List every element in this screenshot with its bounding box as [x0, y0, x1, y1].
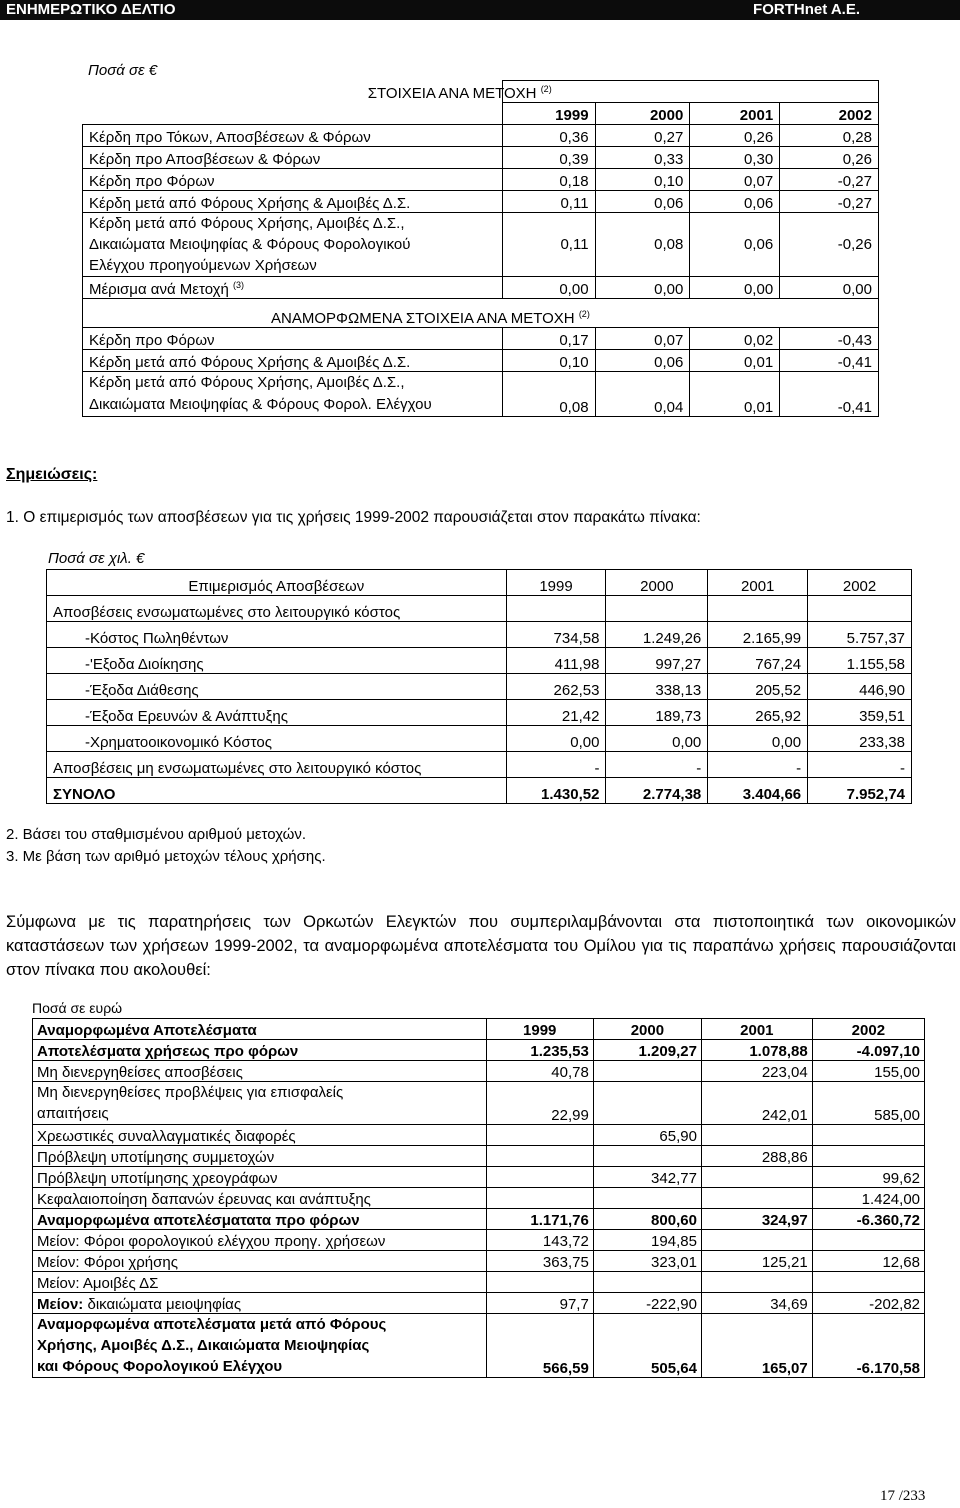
table-row [33, 1209, 925, 1230]
cell: 21,42 [506, 700, 606, 726]
note-1: 1. Ο επιμερισμός των αποσβέσεων για τις χρήσεις 1999-2002 παρουσιάζεται στον παρακάτω πίνακα: [6, 509, 701, 526]
cell: 342,77 [593, 1167, 701, 1188]
cell: 0,27 [595, 125, 690, 147]
header-cell: 1999 [486, 1019, 593, 1040]
row-label: Μείον: Φόροι φορολογικού ελέγχου προηγ. χρήσεων [33, 1230, 487, 1251]
cell: 1.155,58 [808, 648, 912, 674]
row-label: Κέρδη μετά από Φόρους Χρήσης & Αμοιβές Δ.Σ. [83, 350, 503, 372]
cell: 0,06 [595, 191, 690, 213]
cell: 165,07 [701, 1314, 812, 1378]
row-label: Αποσβέσεις μη ενσωματωμένες στο λειτουργικό κόστος [47, 752, 507, 778]
cell: 3.404,66 [708, 778, 808, 804]
cell: 189,73 [606, 700, 708, 726]
cell: 1.249,26 [606, 622, 708, 648]
row-label: Πρόβλεψη υποτίμησης χρεογράφων [33, 1167, 487, 1188]
cell: 194,85 [593, 1230, 701, 1251]
table-row [83, 191, 879, 213]
row-label: -Έξοδα Διάθεσης [47, 674, 507, 700]
cell: -0,41 [780, 372, 879, 417]
cell: 446,90 [808, 674, 912, 700]
cell: 338,13 [606, 674, 708, 700]
table-row [83, 328, 879, 350]
per-share-table [82, 80, 879, 417]
table-row [83, 125, 879, 147]
cell: 0,06 [690, 191, 780, 213]
cell: 0,00 [690, 277, 780, 299]
cell: 1.078,88 [701, 1040, 812, 1061]
cell: 0,07 [595, 328, 690, 350]
cell [486, 1272, 593, 1293]
row-label: Μείον: Φόροι χρήσης [33, 1251, 487, 1272]
cell [812, 1125, 924, 1146]
per-share-title: ΣΤΟΙΧΕΙΑ ΑΝΑ ΜΕΤΟΧΗ $^{(2)}$ [367, 84, 552, 102]
cell: 242,01 [701, 1082, 812, 1125]
restated-results-table [32, 1018, 925, 1378]
cell: 363,75 [486, 1251, 593, 1272]
year-col: 2000 [595, 103, 690, 125]
cell: 0,06 [595, 350, 690, 372]
note-3: 3. Με βάση των αριθμό μετοχών τέλους χρήσης. [6, 848, 326, 865]
t2-amounts-label: Ποσά σε χιλ. € [48, 550, 145, 567]
row-label: ΣΥΝΟΛΟ [47, 778, 507, 804]
cell: 505,64 [593, 1314, 701, 1378]
cell: 0,39 [502, 147, 595, 169]
table-row [33, 1251, 925, 1272]
table-row [83, 350, 879, 372]
table-row [47, 648, 912, 674]
cell: 0,00 [502, 277, 595, 299]
cell: 323,01 [593, 1251, 701, 1272]
header-cell: 2000 [606, 570, 708, 596]
row-label: Μη διενεργηθείσες προβλέψεις για επισφαλείς απαιτήσεις [33, 1082, 487, 1125]
notes-heading: Σημειώσεις: [6, 466, 98, 483]
cell [486, 1188, 593, 1209]
cell: 0,10 [595, 169, 690, 191]
row-label: -Κόστος Πωληθέντων [47, 622, 507, 648]
row-label: Κέρδη προ Αποσβέσεων & Φόρων [83, 147, 503, 169]
cell [701, 1188, 812, 1209]
cell [486, 1167, 593, 1188]
t1-amounts-label: Ποσά σε € [88, 62, 158, 79]
cell: 205,52 [708, 674, 808, 700]
header-cell: 2002 [808, 570, 912, 596]
cell: 0,10 [502, 350, 595, 372]
cell: 0,01 [690, 372, 780, 417]
row-label: Αποτελέσματα χρήσεως προ φόρων [33, 1040, 487, 1061]
table-header-row [33, 1019, 925, 1040]
cell: 97,7 [486, 1293, 593, 1314]
table-row [33, 1230, 925, 1251]
cell: 1.424,00 [812, 1188, 924, 1209]
table-row [33, 1146, 925, 1167]
cell: 223,04 [701, 1061, 812, 1082]
table-row [83, 299, 879, 328]
cell: 359,51 [808, 700, 912, 726]
cell [701, 1272, 812, 1293]
row-label: Κέρδη προ Φόρων [83, 169, 503, 191]
cell: -0,43 [780, 328, 879, 350]
cell [812, 1230, 924, 1251]
cell: 0,33 [595, 147, 690, 169]
cell: 1.235,53 [486, 1040, 593, 1061]
cell: -0,26 [780, 213, 879, 277]
cell: 2.165,99 [708, 622, 808, 648]
row-label: Μείον: Αμοιβές ΔΣ [33, 1272, 487, 1293]
header-cell: 2002 [812, 1019, 924, 1040]
cell: 800,60 [593, 1209, 701, 1230]
cell: 0,08 [595, 213, 690, 277]
cell: 0,01 [690, 350, 780, 372]
table-row [47, 622, 912, 648]
cell: 233,38 [808, 726, 912, 752]
cell: 7.952,74 [808, 778, 912, 804]
cell: 99,62 [812, 1167, 924, 1188]
cell: 265,92 [708, 700, 808, 726]
cell: 0,30 [690, 147, 780, 169]
cell: -4.097,10 [812, 1040, 924, 1061]
cell: 125,21 [701, 1251, 812, 1272]
note-2: 2. Βάσει του σταθμισμένου αριθμού μετοχών. [6, 826, 307, 843]
page-header [0, 0, 960, 20]
cell: 0,00 [708, 726, 808, 752]
cell [593, 1061, 701, 1082]
table-row [33, 1040, 925, 1061]
cell: 40,78 [486, 1061, 593, 1082]
cell: 0,02 [690, 328, 780, 350]
row-label: Κέρδη προ Φόρων [83, 328, 503, 350]
table-row [47, 726, 912, 752]
cell: 155,00 [812, 1061, 924, 1082]
row-label: Κέρδη μετά από Φόρους Χρήσης & Αμοιβές Δ.Σ. [83, 191, 503, 213]
table-total-row [47, 778, 912, 804]
cell: 34,69 [701, 1293, 812, 1314]
header-left-title: ΕΝΗΜΕΡΩΤΙΚΟ ΔΕΛΤΙΟ [6, 1, 176, 18]
cell [812, 1272, 924, 1293]
table-row [33, 1082, 925, 1125]
cell: 734,58 [506, 622, 606, 648]
cell: 0,00 [780, 277, 879, 299]
table-row [47, 700, 912, 726]
table-row [83, 213, 879, 277]
cell [812, 1146, 924, 1167]
cell: -202,82 [812, 1293, 924, 1314]
table-row [33, 1293, 925, 1314]
cell: -222,90 [593, 1293, 701, 1314]
table-row [83, 277, 879, 299]
cell: 65,90 [593, 1125, 701, 1146]
row-label: Χρεωστικές συναλλαγματικές διαφορές [33, 1125, 487, 1146]
cell: 0,04 [595, 372, 690, 417]
row-label: Κέρδη μετά από Φόρους Χρήσης, Αμοιβές Δ.Σ., Δικαιώματα Μειοψηφίας & Φόρους Φορολογικού Ελέγχου προηγούμενων Χρήσεων [83, 213, 503, 277]
cell: 262,53 [506, 674, 606, 700]
cell: 585,00 [812, 1082, 924, 1125]
row-label: Μη διενεργηθείσες αποσβέσεις [33, 1061, 487, 1082]
header-cell: Επιμερισμός Αποσβέσεων [47, 570, 507, 596]
table-row [83, 372, 879, 417]
cell [593, 1146, 701, 1167]
cell: 997,27 [606, 648, 708, 674]
header-right-title: FORTHnet A.E. [753, 1, 860, 18]
cell: 1.430,52 [506, 778, 606, 804]
row-label: Κέρδη μετά από Φόρους Χρήσης, Αμοιβές Δ.Σ., Δικαιώματα Μειοψηφίας & Φόρους Φορολ. Ελέγχου [83, 372, 503, 417]
cell: - [708, 752, 808, 778]
depreciation-table [46, 569, 912, 804]
cell: 324,97 [701, 1209, 812, 1230]
table-row [47, 596, 912, 622]
cell: 411,98 [506, 648, 606, 674]
t3-amounts-label: Ποσά σε ευρώ [32, 1000, 123, 1016]
table-header-row [47, 570, 912, 596]
cell: 0,26 [780, 147, 879, 169]
cell [701, 1230, 812, 1251]
table-row [83, 147, 879, 169]
cell: - [808, 752, 912, 778]
cell: 0,00 [506, 726, 606, 752]
cell: 0,11 [502, 213, 595, 277]
cell: 2.774,38 [606, 778, 708, 804]
table-row [47, 752, 912, 778]
table-row [83, 81, 879, 103]
cell: 288,86 [701, 1146, 812, 1167]
table-header-row [83, 103, 879, 125]
cell: 5.757,37 [808, 622, 912, 648]
cell: -0,41 [780, 350, 879, 372]
row-label: Αναμορφωμένα αποτελέσματατα προ φόρων [33, 1209, 487, 1230]
cell: -6.170,58 [812, 1314, 924, 1378]
cell: 0,00 [595, 277, 690, 299]
cell: 12,68 [812, 1251, 924, 1272]
paragraph: Σύμφωνα με τις παρατηρήσεις των Ορκωτών Ελεγκτών που συμπεριλαμβάνονται στα πιστοποιητικά των οικονομικών καταστάσεων των χρήσεων 1999-2002, τα αναμορφωμένα αποτελέσματα του Ομίλου για τις παραπάνω χρήσεις παρουσιάζονται στον πίνακα που ακολουθεί: [6, 913, 956, 979]
cell [593, 1188, 701, 1209]
cell [593, 1272, 701, 1293]
cell: 22,99 [486, 1082, 593, 1125]
header-cell: 2000 [593, 1019, 701, 1040]
row-label: -Χρηματοοικονομικό Κόστος [47, 726, 507, 752]
table-row [33, 1061, 925, 1082]
cell: 0,28 [780, 125, 879, 147]
row-label: Κεφαλαιοποίηση δαπανών έρευνας και ανάπτυξης [33, 1188, 487, 1209]
cell [701, 1167, 812, 1188]
cell: -0,27 [780, 169, 879, 191]
cell [701, 1125, 812, 1146]
cell [486, 1146, 593, 1167]
header-cell: Αναμορφωμένα Αποτελέσματα [33, 1019, 487, 1040]
cell: 566,59 [486, 1314, 593, 1378]
table-row [83, 169, 879, 191]
year-col: 1999 [502, 103, 595, 125]
table-row [33, 1125, 925, 1146]
row-label: -Έξοδα Ερευνών & Ανάπτυξης [47, 700, 507, 726]
table-row [33, 1314, 925, 1378]
cell: 0,06 [690, 213, 780, 277]
table-row [33, 1167, 925, 1188]
cell [486, 1125, 593, 1146]
row-label: Πρόβλεψη υποτίμησης συμμετοχών [33, 1146, 487, 1167]
cell: 0,00 [606, 726, 708, 752]
cell: 0,11 [502, 191, 595, 213]
header-cell: 2001 [708, 570, 808, 596]
row-label: Μέρισμα ανά Μετοχή $^{(3)}$ [83, 277, 503, 299]
cell: 0,17 [502, 328, 595, 350]
cell: - [606, 752, 708, 778]
row-label: Αποσβέσεις ενσωματωμένες στο λειτουργικό κόστος [47, 596, 507, 622]
header-cell: 2001 [701, 1019, 812, 1040]
cell: - [506, 752, 606, 778]
cell: 0,08 [502, 372, 595, 417]
restated-title: ΑΝΑΜΟΡΦΩΜΕΝΑ ΣΤΟΙΧΕΙΑ ΑΝΑ ΜΕΤΟΧΗ $^{(2)}$ [83, 299, 879, 328]
row-label: Μείον: δικαιώματα μειοψηφίας [33, 1293, 487, 1314]
cell: -0,27 [780, 191, 879, 213]
table-row [33, 1188, 925, 1209]
table-row [47, 674, 912, 700]
cell: 0,26 [690, 125, 780, 147]
table-row [33, 1272, 925, 1293]
year-col: 2001 [690, 103, 780, 125]
cell: -6.360,72 [812, 1209, 924, 1230]
year-col: 2002 [780, 103, 879, 125]
cell: 0,07 [690, 169, 780, 191]
cell: 0,36 [502, 125, 595, 147]
page-number: 17 /233 [880, 1488, 926, 1504]
header-cell: 1999 [506, 570, 606, 596]
cell: 143,72 [486, 1230, 593, 1251]
row-label: Κέρδη προ Τόκων, Αποσβέσεων & Φόρων [83, 125, 503, 147]
cell: 1.209,27 [593, 1040, 701, 1061]
cell: 1.171,76 [486, 1209, 593, 1230]
row-label: -'Εξοδα Διοίκησης [47, 648, 507, 674]
cell: 767,24 [708, 648, 808, 674]
cell [593, 1082, 701, 1125]
cell: 0,18 [502, 169, 595, 191]
row-label: Αναμορφωμένα αποτελέσματα μετά από Φόρους Χρήσης, Αμοιβές Δ.Σ., Δικαιώματα Μειοψηφίας και Φόρους Φορολογικού Ελέγχου [33, 1314, 487, 1378]
